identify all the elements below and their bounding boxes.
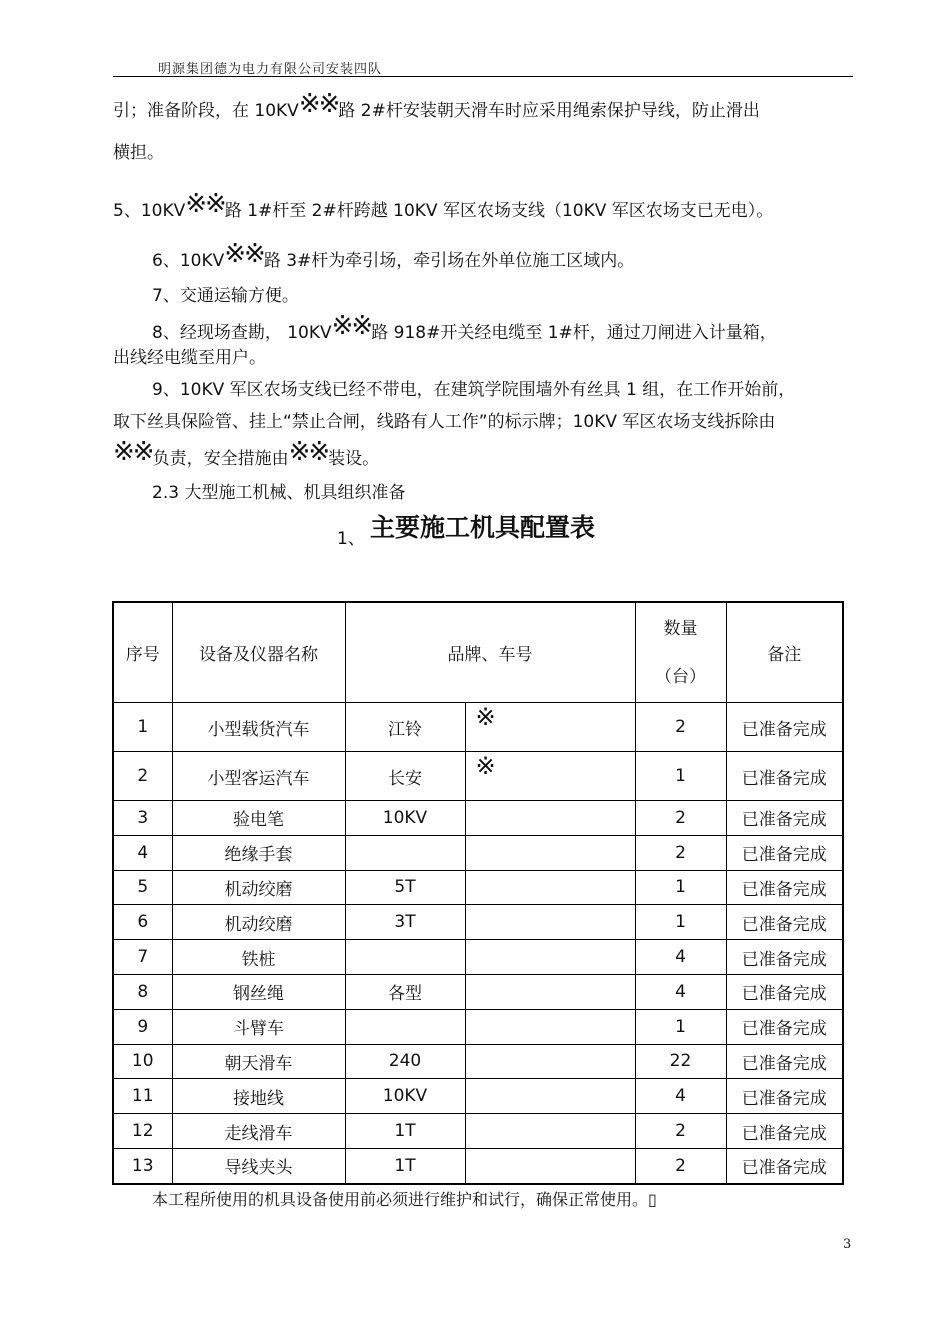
row-remark: 已准备完成 bbox=[726, 1009, 843, 1044]
equipment-table bbox=[112, 601, 844, 1185]
table-row bbox=[113, 974, 843, 1009]
redaction-mark: ※※ bbox=[224, 239, 264, 269]
row-no: 3 bbox=[113, 801, 172, 836]
paragraph-line: 9、10KV 军区农场支线已经不带电，在建筑学院围墙外有丝具 1 组，在工作开始前， bbox=[152, 380, 796, 400]
header-rule bbox=[113, 76, 853, 77]
row-qty: 2 bbox=[635, 703, 726, 752]
row-no: 4 bbox=[113, 835, 172, 870]
row-plate bbox=[465, 1044, 635, 1079]
paragraph-line: 5、10KV※※路 1#杆至 2#杆跨越 10KV 军区农场支线（10KV 军区农场支已无电）。 bbox=[113, 189, 774, 221]
row-plate bbox=[465, 801, 635, 836]
row-name: 导线夹头 bbox=[172, 1148, 345, 1183]
section-heading: 2.3 大型施工机械、机具组织准备 bbox=[152, 483, 406, 503]
table-row bbox=[113, 703, 843, 752]
row-name: 钢丝绳 bbox=[172, 974, 345, 1009]
row-remark: 已准备完成 bbox=[726, 1044, 843, 1079]
header-seq: 序号 bbox=[113, 602, 172, 703]
row-plate bbox=[465, 905, 635, 940]
table-row bbox=[113, 835, 843, 870]
row-no: 8 bbox=[113, 974, 172, 1009]
row-brand bbox=[345, 835, 465, 870]
table-row bbox=[113, 801, 843, 836]
table-row bbox=[113, 1079, 843, 1114]
row-name: 斗臂车 bbox=[172, 1009, 345, 1044]
row-brand bbox=[345, 1009, 465, 1044]
row-plate bbox=[465, 870, 635, 905]
row-brand: 1T bbox=[345, 1114, 465, 1149]
table-title-number: 1、 bbox=[337, 529, 365, 549]
paragraph-line: ※※负责，安全措施由※※装设。 bbox=[113, 437, 380, 469]
row-plate: ※ bbox=[465, 703, 635, 752]
table-row bbox=[113, 1148, 843, 1183]
row-brand bbox=[345, 940, 465, 975]
table-row bbox=[113, 870, 843, 905]
row-remark: 已准备完成 bbox=[726, 940, 843, 975]
row-brand: 长安 bbox=[345, 752, 465, 801]
table-row bbox=[113, 905, 843, 940]
table-row bbox=[113, 752, 843, 801]
row-qty: 4 bbox=[635, 974, 726, 1009]
row-name: 朝天滑车 bbox=[172, 1044, 345, 1079]
table-row bbox=[113, 1009, 843, 1044]
row-no: 12 bbox=[113, 1114, 172, 1149]
row-brand: 10KV bbox=[345, 1079, 465, 1114]
redaction-mark: ※※ bbox=[288, 437, 329, 467]
row-qty: 1 bbox=[635, 905, 726, 940]
row-qty: 2 bbox=[635, 1148, 726, 1183]
row-remark: 已准备完成 bbox=[726, 752, 843, 801]
row-brand: 江铃 bbox=[345, 703, 465, 752]
row-remark: 已准备完成 bbox=[726, 905, 843, 940]
redaction-mark: ※※ bbox=[298, 89, 339, 119]
row-brand: 各型 bbox=[345, 974, 465, 1009]
row-qty: 2 bbox=[635, 835, 726, 870]
redaction-mark: ※※ bbox=[185, 189, 225, 219]
row-remark: 已准备完成 bbox=[726, 870, 843, 905]
row-qty: 1 bbox=[635, 1009, 726, 1044]
row-qty: 2 bbox=[635, 801, 726, 836]
row-remark: 已准备完成 bbox=[726, 703, 843, 752]
row-name: 机动绞磨 bbox=[172, 905, 345, 940]
page-number: 3 bbox=[843, 1237, 852, 1252]
row-plate bbox=[465, 1079, 635, 1114]
row-brand: 240 bbox=[345, 1044, 465, 1079]
row-qty: 4 bbox=[635, 940, 726, 975]
paragraph-line: 横担。 bbox=[113, 143, 164, 163]
row-remark: 已准备完成 bbox=[726, 1114, 843, 1149]
paragraph-line: 8、经现场查勘， 10KV※※路 918#开关经电缆至 1#杆，通过刀闸进入计量箱， bbox=[152, 311, 777, 343]
row-qty: 1 bbox=[635, 752, 726, 801]
row-plate bbox=[465, 1114, 635, 1149]
header-brand: 品牌、车号 bbox=[345, 602, 635, 703]
row-qty: 22 bbox=[635, 1044, 726, 1079]
row-brand: 1T bbox=[345, 1148, 465, 1183]
row-brand: 10KV bbox=[345, 801, 465, 836]
row-no: 5 bbox=[113, 870, 172, 905]
row-remark: 已准备完成 bbox=[726, 801, 843, 836]
paragraph-line: 引；准备阶段，在 10KV※※路 2#杆安装朝天滑车时应采用绳索保护导线，防止滑出 bbox=[113, 89, 760, 121]
table-note: 本工程所使用的机具设备使用前必须进行维护和试行，确保正常使用。▯ bbox=[152, 1190, 657, 1209]
paragraph-line: 取下丝具保险管、挂上“禁止合闸，线路有人工作”的标示牌；10KV 军区农场支线拆除由 bbox=[113, 412, 776, 432]
table-header-row bbox=[113, 602, 843, 703]
row-plate bbox=[465, 1148, 635, 1183]
row-qty: 4 bbox=[635, 1079, 726, 1114]
row-brand: 3T bbox=[345, 905, 465, 940]
row-no: 7 bbox=[113, 940, 172, 975]
row-remark: 已准备完成 bbox=[726, 1079, 843, 1114]
paragraph-line: 出线经电缆至用户。 bbox=[113, 348, 266, 368]
row-no: 2 bbox=[113, 752, 172, 801]
row-no: 13 bbox=[113, 1148, 172, 1183]
row-name: 小型客运汽车 bbox=[172, 752, 345, 801]
redaction-mark: ※※ bbox=[113, 437, 153, 467]
row-plate bbox=[465, 940, 635, 975]
table-row bbox=[113, 940, 843, 975]
header-name: 设备及仪器名称 bbox=[172, 602, 345, 703]
header-remark: 备注 bbox=[726, 602, 843, 703]
row-qty: 1 bbox=[635, 870, 726, 905]
row-name: 铁桩 bbox=[172, 940, 345, 975]
row-no: 1 bbox=[113, 703, 172, 752]
table-row bbox=[113, 1044, 843, 1079]
paragraph-line: 7、交通运输方便。 bbox=[152, 286, 299, 306]
row-no: 6 bbox=[113, 905, 172, 940]
row-remark: 已准备完成 bbox=[726, 974, 843, 1009]
row-name: 绝缘手套 bbox=[172, 835, 345, 870]
row-name: 小型载货汽车 bbox=[172, 703, 345, 752]
row-remark: 已准备完成 bbox=[726, 835, 843, 870]
row-plate bbox=[465, 1009, 635, 1044]
row-qty: 2 bbox=[635, 1114, 726, 1149]
row-brand: 5T bbox=[345, 870, 465, 905]
row-remark: 已准备完成 bbox=[726, 1148, 843, 1183]
table-title: 主要施工机具配置表 bbox=[370, 513, 596, 542]
row-plate: ※ bbox=[465, 752, 635, 801]
header-qty: 数量 （台） bbox=[635, 602, 726, 703]
row-no: 9 bbox=[113, 1009, 172, 1044]
row-name: 验电笔 bbox=[172, 801, 345, 836]
row-name: 机动绞磨 bbox=[172, 870, 345, 905]
paragraph-line: 6、10KV※※路 3#杆为牵引场，牵引场在外单位施工区域内。 bbox=[152, 239, 635, 271]
row-plate bbox=[465, 835, 635, 870]
row-name: 走线滑车 bbox=[172, 1114, 345, 1149]
page-header: 明源集团德为电力有限公司安装四队 bbox=[158, 62, 383, 77]
redaction-mark: ※※ bbox=[331, 311, 372, 341]
row-no: 10 bbox=[113, 1044, 172, 1079]
row-name: 接地线 bbox=[172, 1079, 345, 1114]
table-row bbox=[113, 1114, 843, 1149]
row-plate bbox=[465, 974, 635, 1009]
row-no: 11 bbox=[113, 1079, 172, 1114]
